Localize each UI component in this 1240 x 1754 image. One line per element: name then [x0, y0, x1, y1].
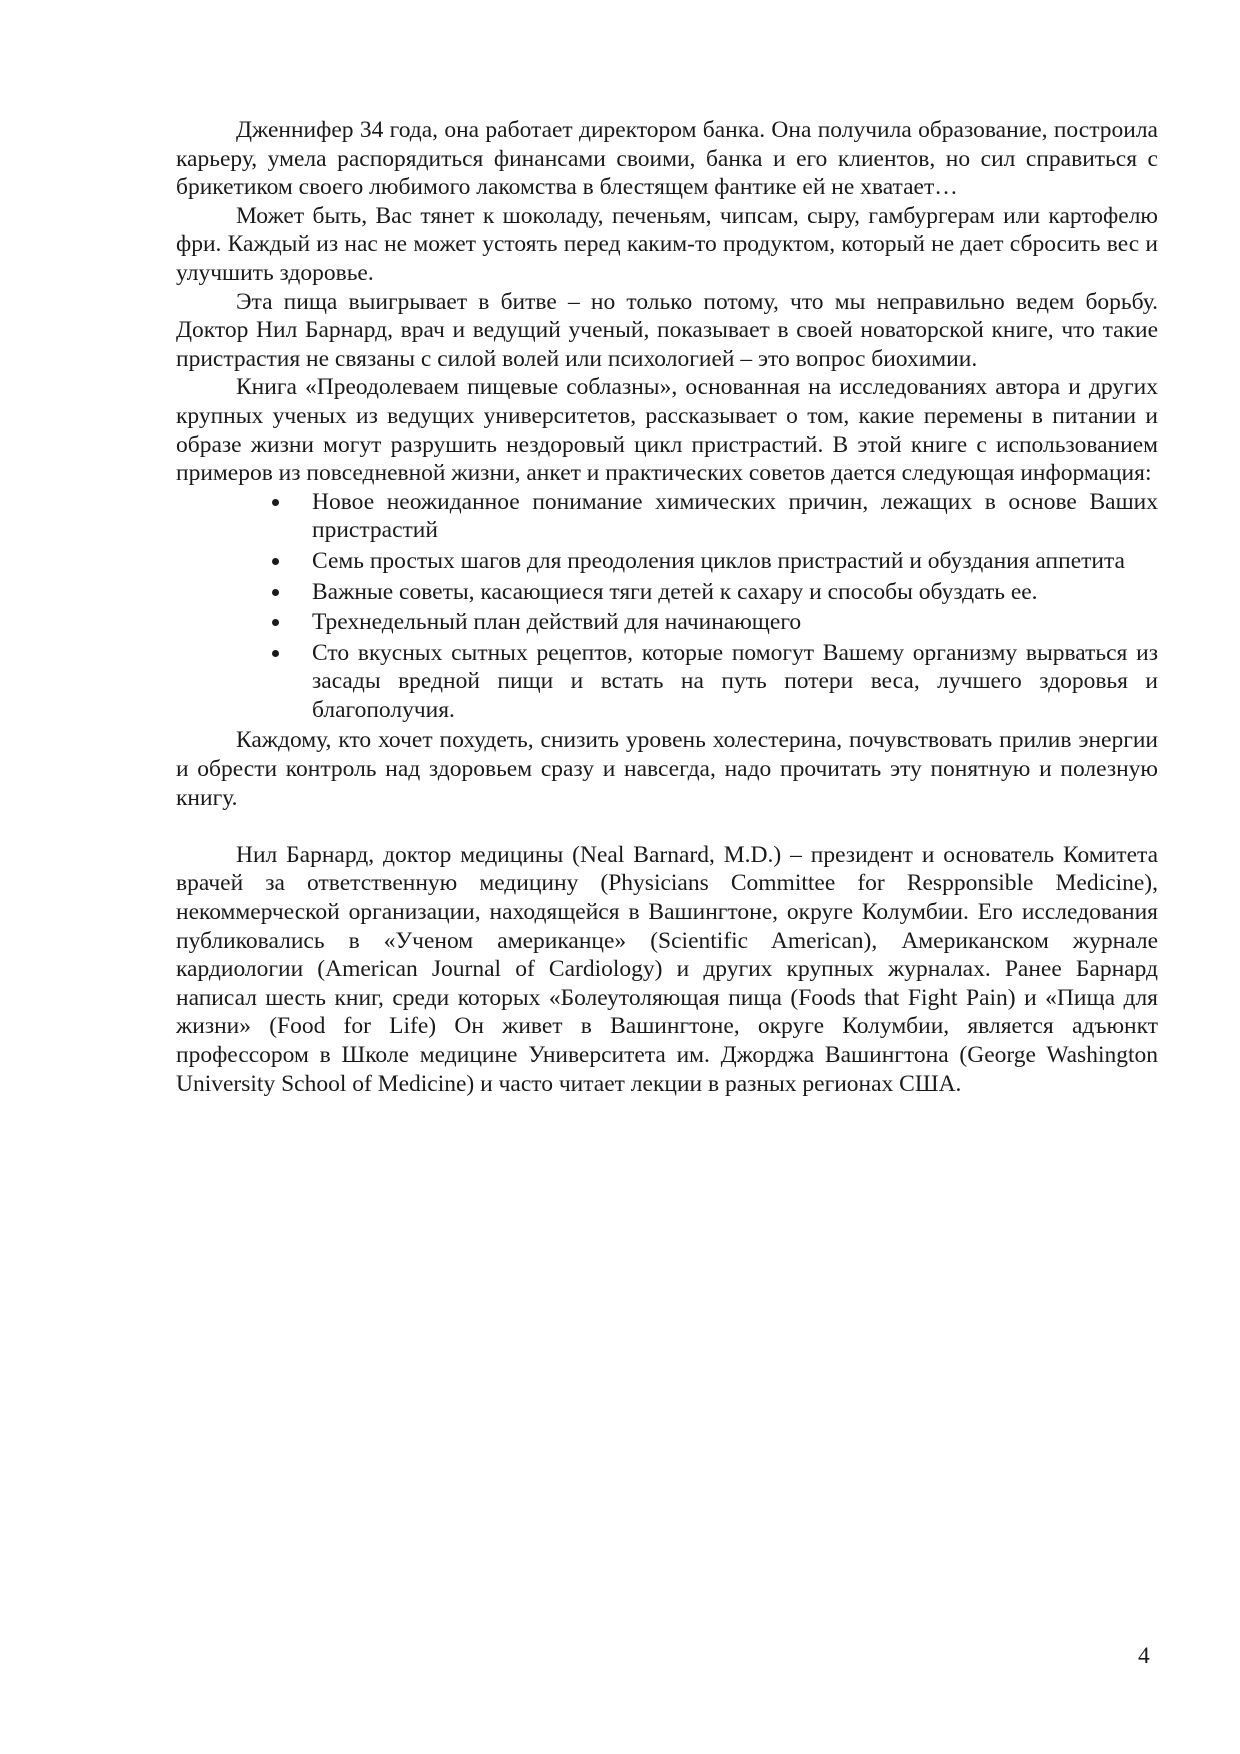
list-item-text: Сто вкусных сытных рецептов, которые помогут Вашему организму вырваться из засады вредной пищи и встать на путь потери веса, лучшего здоровья и благополучия.	[312, 639, 1158, 723]
paragraph-conclusion: Каждому, кто хочет похудеть, снизить уровень холестерина, почувствовать прилив энергии и обрести контроль над здоровьем сразу и навсегда, надо прочитать эту понятную и полезную книгу.	[176, 727, 1158, 811]
list-item	[272, 547, 1158, 576]
list-item-text: Семь простых шагов для преодоления циклов пристрастий и обуздания аппетита	[312, 547, 1125, 574]
list-item	[272, 578, 1158, 607]
list-item	[272, 608, 1158, 637]
bullet-icon	[272, 589, 279, 596]
bullet-list	[272, 488, 1158, 725]
paragraph-author-bio: Нил Барнард, доктор медицины (Neal Barnard, M.D.) – президент и основатель Комитета врачей за ответственную медицину (Physicians Committee for Respponsible Medicine), некоммерческой организации, находящейся в Вашингтоне, округе Колумбии. Его исследования публиковались в «Ученом американце» (Scientific American), Американском журнале кардиологии (American Journal of Cardiology) и других крупных журналах. Ранее Барнард написал шесть книг, среди которых «Болеутоляющая пища (Foods that Fight Pain) и «Пища для жизни» (Food for Life) Он живет в Вашингтоне, округе Колумбии, является адъюнкт профессором в Школе медицине Университета им. Джорджа Вашингтона (George Washington University School of Medicine) и часто читает лекции в разных регионах США.	[176, 841, 1158, 1097]
paragraph-biochemistry: Эта пища выигрывает в битве – но только потому, что мы неправильно ведем борьбу. Доктор Нил Барнард, врач и ведущий ученый, показывает в своей новаторской книге, что такие пристрастия не связаны с силой волей или психологией – это вопрос биохимии.	[176, 288, 1158, 372]
paragraph-cravings: Может быть, Вас тянет к шоколаду, печеньям, чипсам, сыру, гамбургерам или картофелю фри. Каждый из нас не может устоять перед каким-то продуктом, который не дает сбросить вес и улучшить здоровье.	[176, 202, 1158, 286]
section-spacer	[176, 812, 1158, 841]
list-item-text: Трехнедельный план действий для начинающего	[312, 609, 802, 636]
paragraph-jennifer: Дженнифер 34 года, она работает директором банка. Она получила образование, построила карьеру, умела распорядиться финансами своими, банка и его клиентов, но сил справиться с брикетиком своего любимого лакомства в блестящем фантике ей не хватает…	[176, 117, 1158, 201]
bullet-icon	[272, 558, 279, 565]
list-item-text: Важные советы, касающиеся тяги детей к сахару и способы обуздать ее.	[312, 578, 1038, 605]
bullet-icon	[272, 650, 279, 657]
paragraph-book-description: Книга «Преодолеваем пищевые соблазны», основанная на исследованиях автора и других крупных ученых из ведущих университетов, рассказывает о том, какие перемены в питании и образе жизни могут разрушить нездоровый цикл пристрастий. В этой книге с использованием примеров из повседневной жизни, анкет и практических советов дается следующая информация:	[176, 374, 1158, 487]
page-number: 4	[1138, 1643, 1150, 1669]
list-item	[272, 639, 1158, 725]
bullet-icon	[272, 619, 279, 626]
bullet-icon	[272, 499, 279, 506]
list-item-text: Новое неожиданное понимание химических причин, лежащих в основе Ваших пристрастий	[312, 488, 1158, 544]
page-body	[176, 116, 1158, 1098]
list-item	[272, 488, 1158, 545]
